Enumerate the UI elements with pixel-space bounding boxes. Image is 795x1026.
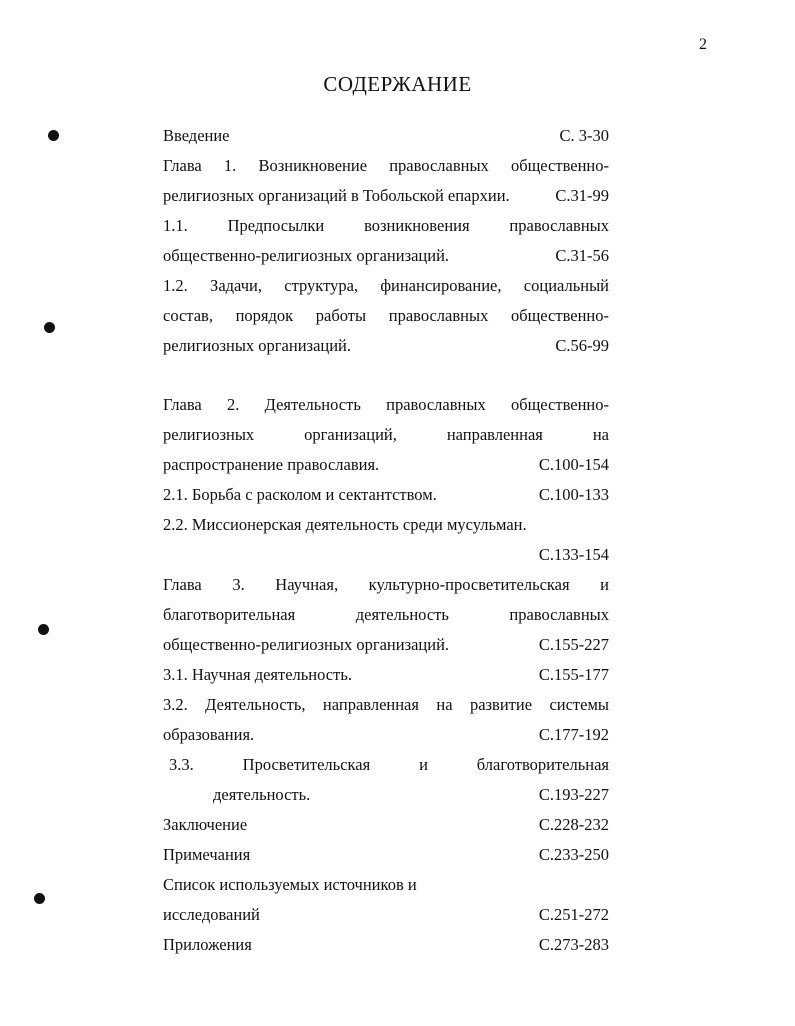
toc-pages: С.31-56 [555, 246, 609, 265]
toc-entry-notes [163, 840, 609, 870]
toc-section-1-1-line: 1.1. Предпосылки возникновения православных [163, 216, 609, 235]
toc-pages: С.233-250 [538, 845, 609, 864]
toc-entry-appendix [163, 930, 609, 960]
toc-pages: С.56-99 [555, 336, 609, 355]
toc-section-3-2-line: 3.2. Деятельность, направленная на развитие системы [163, 695, 609, 714]
punch-hole [34, 893, 45, 904]
toc-section-2-2-pages: С.133-154 [538, 545, 609, 564]
toc-chapter-3-line: Глава 3. Научная, культурно-просветительская и [163, 575, 609, 594]
punch-hole [48, 130, 59, 141]
toc-section-3-3-last-line [163, 780, 609, 810]
toc-label: образования. [163, 725, 255, 744]
toc-section-3-1 [163, 660, 609, 690]
toc-pages: С.193-227 [538, 785, 609, 804]
toc-pages: С.228-232 [538, 815, 609, 834]
toc-label: религиозных организаций. [163, 336, 352, 355]
table-of-contents [163, 121, 609, 960]
toc-section-3-2-last-line [163, 720, 609, 750]
toc-chapter-1-last-line [163, 181, 609, 211]
toc-pages: С.155-177 [538, 665, 609, 684]
toc-entry-intro [163, 121, 609, 151]
toc-chapter-3-last-line [163, 630, 609, 660]
toc-chapter-2-line: Глава 2. Деятельность православных общественно- [163, 395, 609, 414]
toc-label: религиозных организаций в Тобольской епархии. [163, 186, 510, 205]
toc-label: распространение православия. [163, 455, 380, 474]
toc-section-2-2-line: 2.2. Миссионерская деятельность среди мусульман. [163, 515, 527, 534]
toc-section-1-2-last-line [163, 331, 609, 361]
toc-label: 2.1. Борьба с расколом и сектантством. [163, 485, 437, 504]
punch-hole [38, 624, 49, 635]
toc-section-1-2-line: состав, порядок работы православных общественно- [163, 306, 609, 325]
toc-section-1-2-line: 1.2. Задачи, структура, финансирование, социальный [163, 276, 609, 295]
toc-label: исследований [163, 905, 260, 924]
toc-label: деятельность. [213, 785, 311, 804]
toc-label: 3.1. Научная деятельность. [163, 665, 352, 684]
toc-pages: С.155-227 [538, 635, 609, 654]
toc-entry-conclusion [163, 810, 609, 840]
toc-pages: С.31-99 [555, 186, 609, 205]
toc-sources-last-line [163, 900, 609, 930]
page-number: 2 [699, 36, 707, 53]
toc-sources-line: Список используемых источников и [163, 875, 417, 894]
toc-label: Приложения [163, 935, 252, 954]
toc-label: общественно-религиозных организаций. [163, 635, 450, 654]
toc-chapter-3-line: благотворительная деятельность православных [163, 605, 609, 624]
toc-pages: С.251-272 [538, 905, 609, 924]
toc-section-3-3-line: 3.3. Просветительская и благотворительная [169, 755, 609, 774]
toc-pages: С.177-192 [538, 725, 609, 744]
toc-pages: С.100-133 [538, 485, 609, 504]
toc-label: общественно-религиозных организаций. [163, 246, 450, 265]
toc-chapter-1-line: Глава 1. Возникновение православных общественно- [163, 156, 609, 175]
toc-label: Примечания [163, 845, 251, 864]
toc-pages: С.273-283 [538, 935, 609, 954]
toc-pages: С. 3-30 [559, 126, 609, 145]
toc-section-1-1-last-line [163, 241, 609, 271]
punch-hole [44, 322, 55, 333]
toc-chapter-2-last-line [163, 450, 609, 480]
toc-label: Заключение [163, 815, 248, 834]
toc-section-2-1 [163, 480, 609, 510]
page-title: СОДЕРЖАНИЕ [323, 72, 472, 96]
toc-chapter-2-line: религиозных организаций, направленная на [163, 425, 609, 444]
toc-pages: С.100-154 [538, 455, 609, 474]
toc-label: Введение [163, 126, 230, 145]
